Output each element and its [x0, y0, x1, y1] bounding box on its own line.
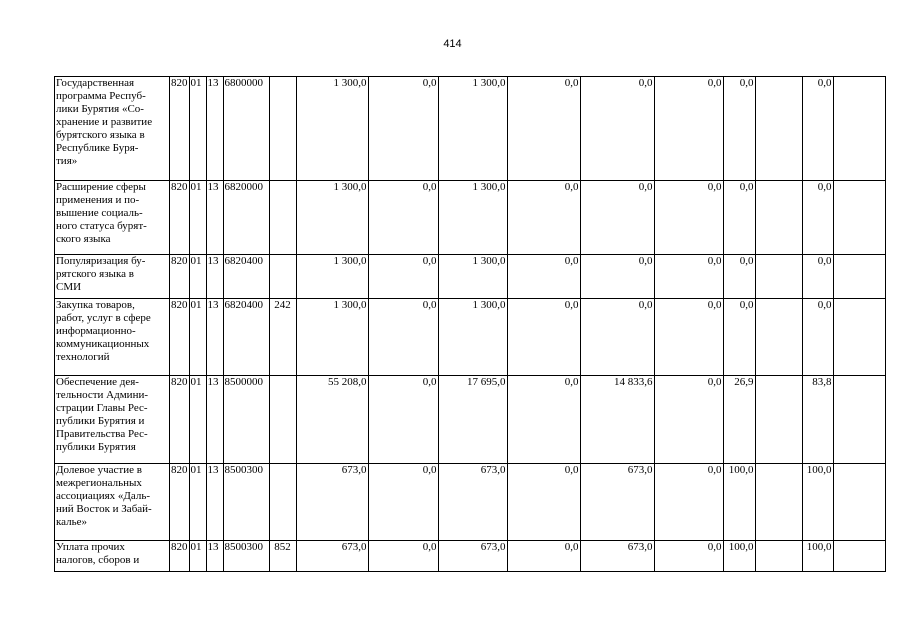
value-cell: 0,0	[368, 541, 438, 572]
value-cell: 0,0	[654, 376, 723, 464]
row-name-line: страции Главы Рес-	[56, 402, 148, 414]
row-name-line: ского языка	[56, 233, 111, 245]
row-name-cell	[55, 464, 170, 541]
row-name-line: Долевое участие в	[56, 464, 142, 476]
row-name-line: публики Бурятия и	[56, 415, 145, 427]
row-name-line: коммуникационных	[56, 338, 150, 350]
row-name-line: Популяризация бу-	[56, 255, 146, 267]
vid-code-cell	[269, 77, 296, 181]
section-code-cell: 01	[189, 464, 206, 541]
section-code-cell: 01	[189, 181, 206, 255]
table-row	[55, 541, 886, 572]
value-cell	[833, 255, 885, 299]
row-name-line: ассоциациях «Даль-	[56, 490, 151, 502]
target-code-cell: 6820400	[223, 255, 269, 299]
row-name-cell	[55, 181, 170, 255]
value-cell: 0,0	[507, 255, 580, 299]
value-cell: 100,0	[723, 541, 755, 572]
row-name-line: Расширение сферы	[56, 181, 146, 193]
row-name-line: хранение и развитие	[56, 116, 153, 128]
value-cell	[833, 181, 885, 255]
value-cell	[755, 299, 802, 376]
value-cell: 0,0	[507, 299, 580, 376]
value-cell: 0,0	[368, 255, 438, 299]
row-name-line: Обеспечение дея-	[56, 376, 139, 388]
value-cell	[833, 77, 885, 181]
value-cell: 26,9	[723, 376, 755, 464]
row-name-line: СМИ	[56, 281, 82, 293]
value-cell	[755, 77, 802, 181]
row-name-line: лики Бурятия «Со-	[56, 103, 144, 115]
row-name-line: тельности Админи-	[56, 389, 149, 401]
value-cell: 100,0	[723, 464, 755, 541]
value-cell	[755, 464, 802, 541]
value-cell	[833, 299, 885, 376]
vid-code-cell	[269, 376, 296, 464]
target-code-cell: 8500300	[223, 541, 269, 572]
row-name-line: ного статуса бурят-	[56, 220, 147, 232]
value-cell: 0,0	[507, 464, 580, 541]
subsection-code-cell: 13	[206, 181, 223, 255]
value-cell	[755, 255, 802, 299]
section-code-cell: 01	[189, 77, 206, 181]
value-cell: 1 300,0	[438, 299, 507, 376]
value-cell	[833, 376, 885, 464]
value-cell: 0,0	[368, 299, 438, 376]
row-name-line: тия»	[56, 155, 78, 167]
vid-code-cell: 242	[269, 299, 296, 376]
row-name-line: Уплата прочих	[56, 541, 125, 553]
row-name-line: работ, услуг в сфере	[56, 312, 151, 324]
value-cell: 0,0	[580, 255, 654, 299]
value-cell: 0,0	[580, 299, 654, 376]
target-code-cell: 6800000	[223, 77, 269, 181]
value-cell: 0,0	[654, 541, 723, 572]
value-cell: 0,0	[507, 181, 580, 255]
table-row	[55, 299, 886, 376]
ministry-code-cell: 820	[170, 77, 190, 181]
row-name-line: калье»	[56, 516, 88, 528]
value-cell: 100,0	[802, 541, 833, 572]
value-cell: 14 833,6	[580, 376, 654, 464]
value-cell	[755, 541, 802, 572]
value-cell: 0,0	[507, 376, 580, 464]
row-name-line: Правительства Рес-	[56, 428, 148, 440]
table-row	[55, 77, 886, 181]
value-cell: 0,0	[654, 181, 723, 255]
table-row	[55, 376, 886, 464]
value-cell: 0,0	[723, 299, 755, 376]
row-name-line: информационно-	[56, 325, 136, 337]
value-cell: 673,0	[438, 541, 507, 572]
ministry-code-cell: 820	[170, 255, 190, 299]
value-cell: 1 300,0	[296, 299, 368, 376]
value-cell	[755, 376, 802, 464]
value-cell: 1 300,0	[438, 255, 507, 299]
section-code-cell: 01	[189, 299, 206, 376]
row-name-line: налогов, сборов и	[56, 554, 140, 566]
value-cell: 1 300,0	[438, 77, 507, 181]
value-cell: 0,0	[368, 77, 438, 181]
row-name-line: Закупка товаров,	[56, 299, 135, 311]
vid-code-cell	[269, 464, 296, 541]
subsection-code-cell: 13	[206, 255, 223, 299]
value-cell: 1 300,0	[296, 77, 368, 181]
ministry-code-cell: 820	[170, 376, 190, 464]
value-cell: 1 300,0	[438, 181, 507, 255]
ministry-code-cell: 820	[170, 299, 190, 376]
subsection-code-cell: 13	[206, 77, 223, 181]
value-cell: 0,0	[368, 181, 438, 255]
value-cell: 0,0	[654, 464, 723, 541]
table-row	[55, 181, 886, 255]
subsection-code-cell: 13	[206, 464, 223, 541]
row-name-line: межрегиональных	[56, 477, 142, 489]
row-name-line: публики Бурятия	[56, 441, 136, 453]
row-name-line: бурятского языка в	[56, 129, 145, 141]
section-code-cell: 01	[189, 541, 206, 572]
row-name-cell	[55, 541, 170, 572]
value-cell: 17 695,0	[438, 376, 507, 464]
value-cell: 0,0	[654, 255, 723, 299]
value-cell: 0,0	[654, 299, 723, 376]
value-cell: 0,0	[368, 464, 438, 541]
value-cell: 83,8	[802, 376, 833, 464]
row-name-line: применения и по-	[56, 194, 140, 206]
value-cell: 0,0	[802, 77, 833, 181]
value-cell: 0,0	[802, 181, 833, 255]
row-name-line: вышение социаль-	[56, 207, 143, 219]
value-cell	[755, 181, 802, 255]
subsection-code-cell: 13	[206, 376, 223, 464]
vid-code-cell	[269, 255, 296, 299]
section-code-cell: 01	[189, 376, 206, 464]
ministry-code-cell: 820	[170, 181, 190, 255]
vid-code-cell: 852	[269, 541, 296, 572]
value-cell: 0,0	[580, 181, 654, 255]
row-name-line: рятского языка в	[56, 268, 134, 280]
value-cell: 0,0	[654, 77, 723, 181]
value-cell: 0,0	[368, 376, 438, 464]
budget-table	[54, 76, 886, 572]
value-cell: 1 300,0	[296, 255, 368, 299]
row-name-line: технологий	[56, 351, 110, 363]
page-number: 414	[443, 38, 462, 50]
value-cell: 100,0	[802, 464, 833, 541]
value-cell: 673,0	[296, 541, 368, 572]
value-cell: 673,0	[296, 464, 368, 541]
table-row	[55, 464, 886, 541]
value-cell	[833, 464, 885, 541]
table-body	[55, 77, 886, 572]
value-cell	[833, 541, 885, 572]
subsection-code-cell: 13	[206, 541, 223, 572]
table-row	[55, 255, 886, 299]
section-code-cell: 01	[189, 255, 206, 299]
ministry-code-cell: 820	[170, 541, 190, 572]
row-name-cell	[55, 77, 170, 181]
value-cell: 673,0	[580, 464, 654, 541]
value-cell: 0,0	[723, 77, 755, 181]
value-cell: 55 208,0	[296, 376, 368, 464]
row-name-cell	[55, 299, 170, 376]
value-cell: 0,0	[580, 77, 654, 181]
value-cell: 0,0	[507, 77, 580, 181]
value-cell: 0,0	[802, 299, 833, 376]
row-name-line: Республике Буря-	[56, 142, 139, 154]
target-code-cell: 8500300	[223, 464, 269, 541]
subsection-code-cell: 13	[206, 299, 223, 376]
row-name-line: ний Восток и Забай-	[56, 503, 152, 515]
value-cell: 0,0	[507, 541, 580, 572]
value-cell: 0,0	[723, 181, 755, 255]
row-name-line: программа Респуб-	[56, 90, 146, 102]
value-cell: 0,0	[723, 255, 755, 299]
target-code-cell: 8500000	[223, 376, 269, 464]
value-cell: 0,0	[802, 255, 833, 299]
target-code-cell: 6820400	[223, 299, 269, 376]
target-code-cell: 6820000	[223, 181, 269, 255]
value-cell: 1 300,0	[296, 181, 368, 255]
value-cell: 673,0	[580, 541, 654, 572]
row-name-cell	[55, 255, 170, 299]
row-name-cell	[55, 376, 170, 464]
vid-code-cell	[269, 181, 296, 255]
ministry-code-cell: 820	[170, 464, 190, 541]
value-cell: 673,0	[438, 464, 507, 541]
row-name-line: Государственная	[56, 77, 135, 89]
